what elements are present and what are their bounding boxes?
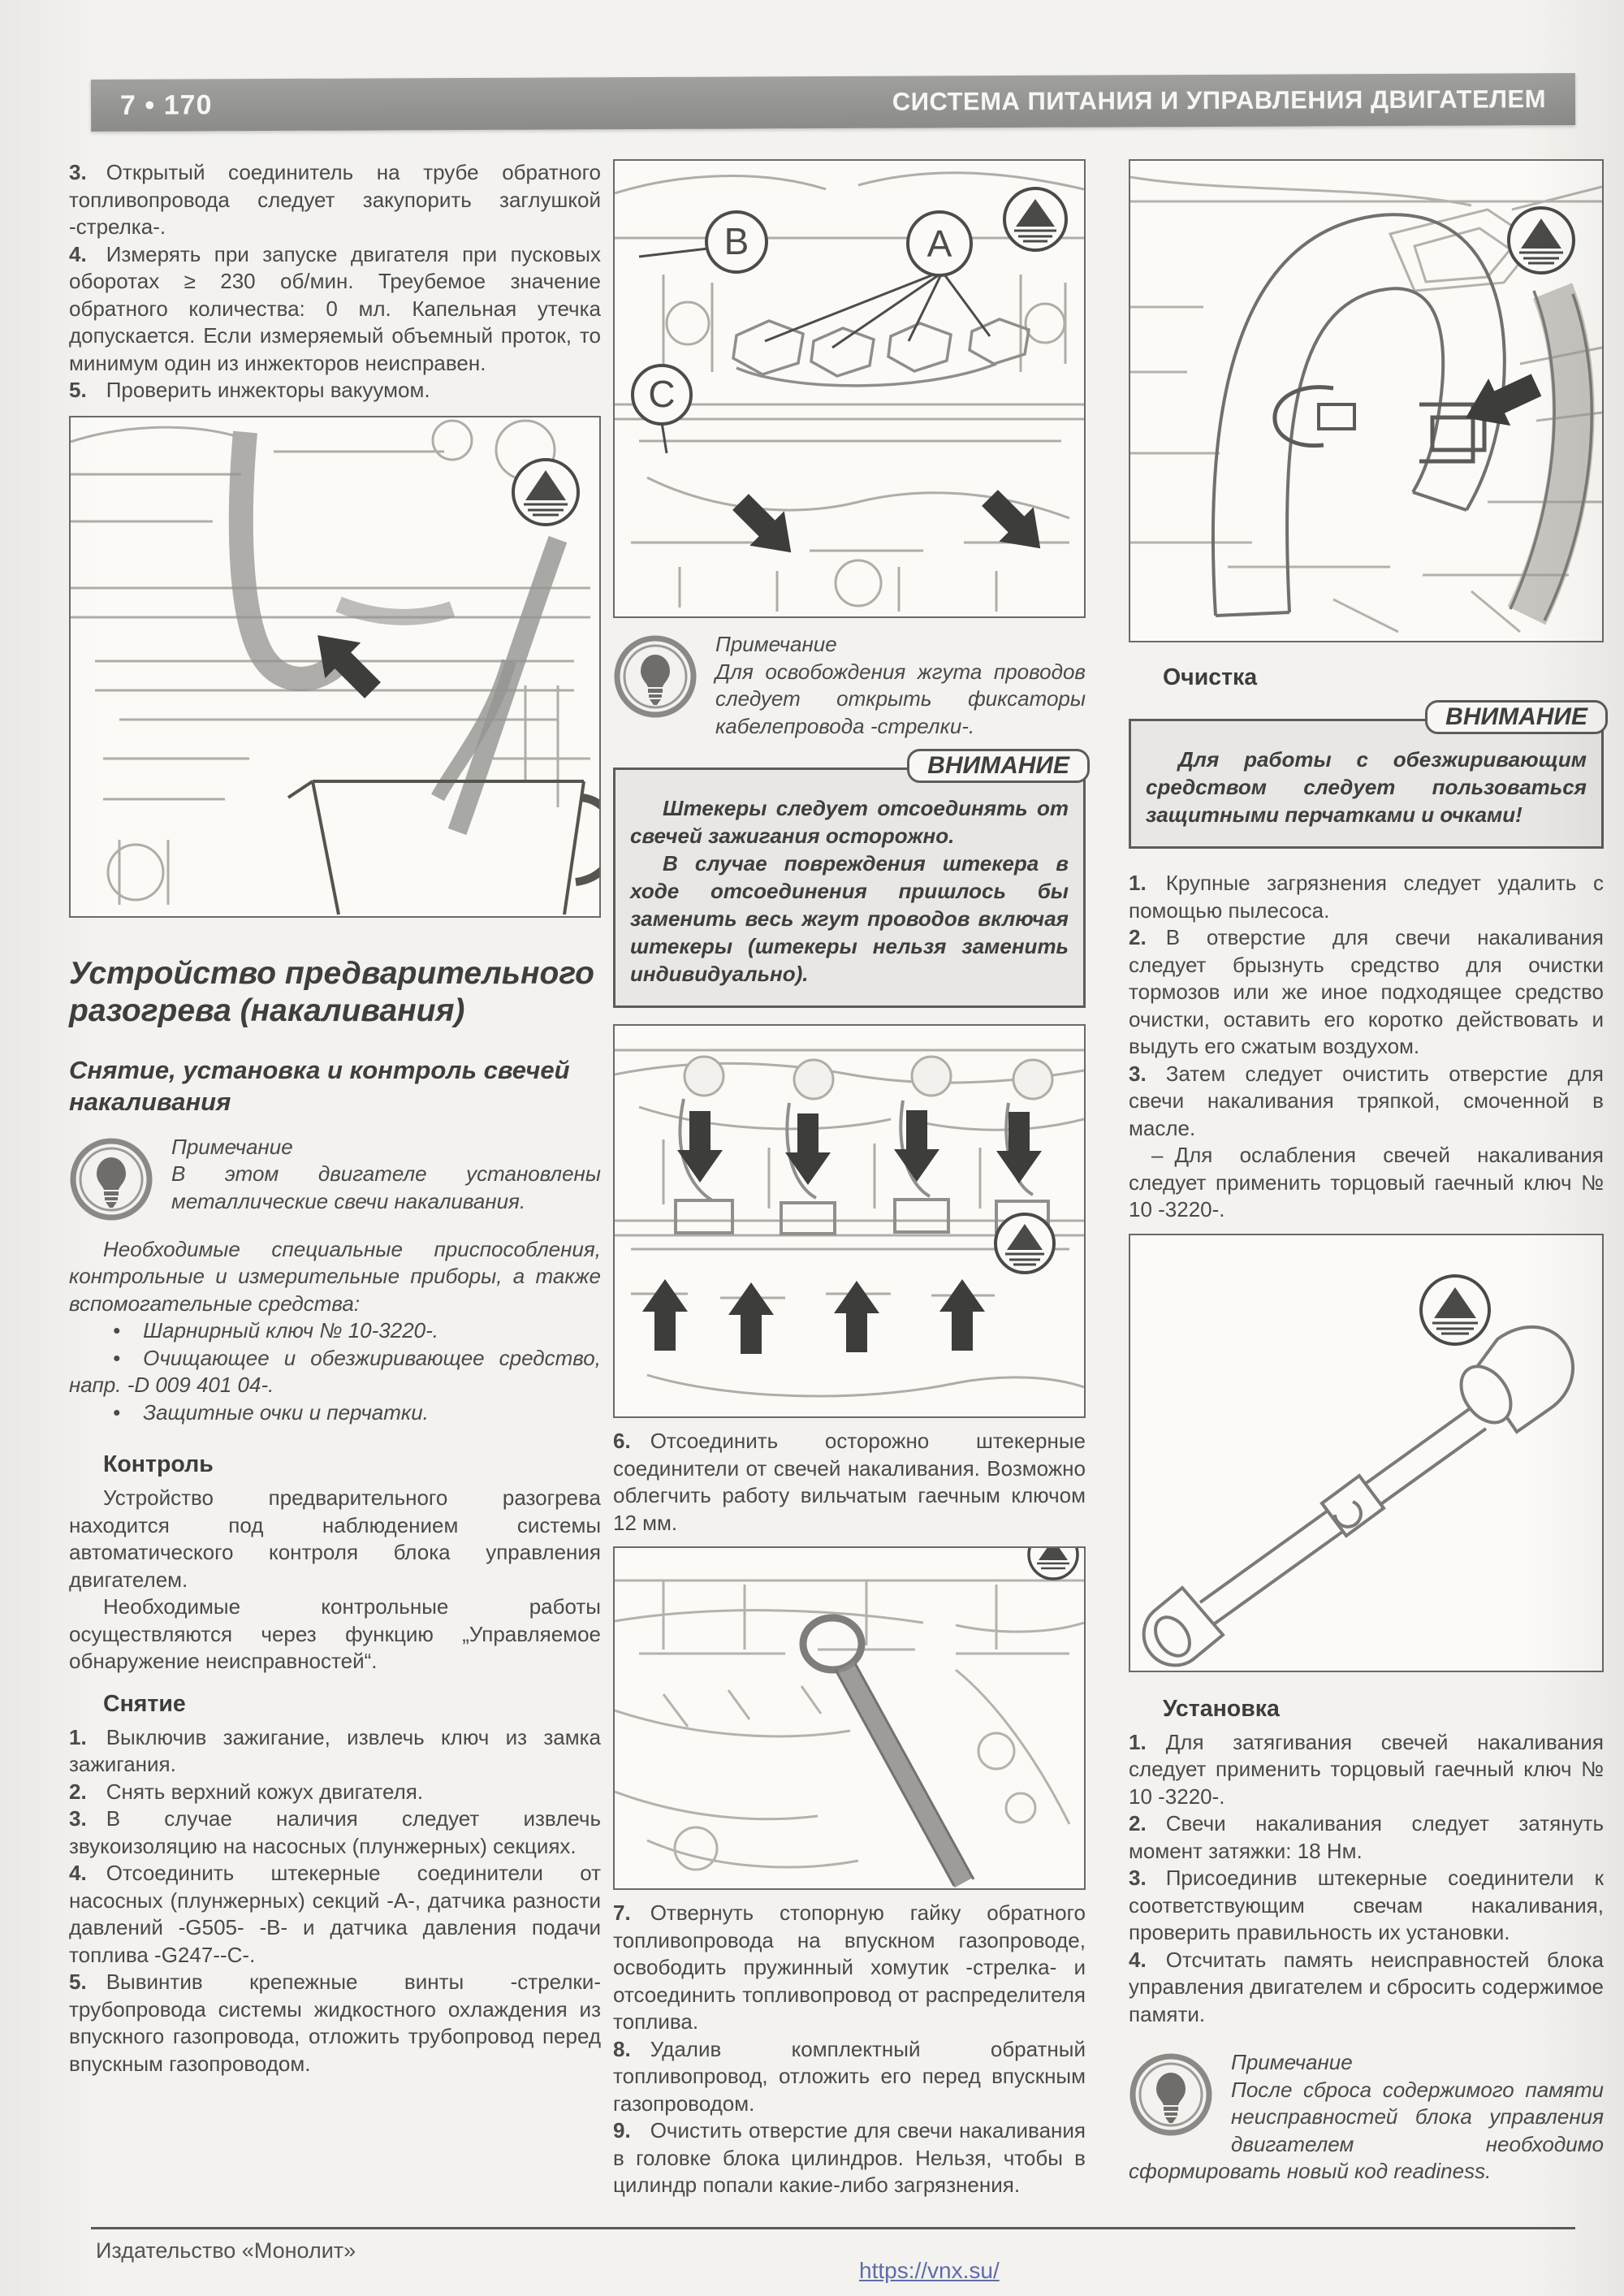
figure-hose-clamp [1129,159,1604,642]
list-item: – Для ослабления свечей накаливания следует применить торцовый гаечный ключ № 10 -3220-. [1129,1143,1604,1222]
cleaning-heading: Очистка [1163,664,1258,690]
publisher-credit: Издательство «Монолит» [96,2238,356,2263]
section-title: Устройство предварительного разогрева (накаливания) [69,955,595,1028]
note-label: Примечание [171,1134,293,1159]
control-heading: Контроль [103,1451,214,1477]
column-middle [613,159,1086,2199]
note-text: Для освобождения жгута проводов следует открыть фиксаторы кабелепровода -стрелки-. [715,659,1086,738]
page-header [91,73,1575,132]
list-item: 4. Отсчитать память неисправностей блока управления двигателем и сбросить содержимое памяти. [1129,1947,1604,2026]
list-item: 2. Снять верхний кожух двигателя. [69,1779,424,1804]
warning-label: ВНИМАНИЕ [907,749,1090,783]
figure-wrench-glow-plug [613,1546,1086,1890]
note-block [69,1134,601,1223]
column-left [69,159,601,2078]
list-item: 5. Вывинтив крепежные винты -стрелки- трубопровода системы жидкостного охлаждения из впускного газопровода, отложить трубопровод перед впускным газопроводом. [69,1970,601,2076]
vnx-watermark-icon [1509,208,1574,273]
list-item: • Шарнирный ключ № 10-3220-. [113,1318,438,1343]
bulb-note-icon [613,634,698,719]
list-item: 2. В отверстие для свечи накаливания следует брызнуть средство для очистки тормозов или же иное подходящее средство очистки, оставить его коротко действовать и выдуть его сжатым воздухом. [1129,925,1604,1058]
list-item: 1. Для затягивания свечей накаливания следует применить торцовый гаечный ключ № 10 -3220-. [1129,1729,1604,1809]
list-item: 2. Свечи накаливания следует затянуть момент затяжки: 18 Нм. [1129,1811,1604,1863]
figure-engine-callouts [613,159,1086,618]
vnx-watermark-icon [513,460,578,525]
list-item: 3. В случае наличия следует извлечь звукоизоляцию на насосных (плунжерных) секциях. [69,1806,601,1858]
svg-text:B: B [723,220,749,262]
figure-harness-fixators [613,1024,1086,1418]
list-item: 3. Затем следует очистить отверстие для свечи накаливания тряпкой, смоченной в масле. [1129,1061,1604,1140]
footer-divider [91,2227,1575,2229]
list-item: 7. Отвернуть стопорную гайку обратного топливопровода на впускном газопроводе, освободить пружинный хомутик -стрелка- и отсоединить топливопровод от распределителя топлива. [613,1900,1086,2034]
removal-heading: Снятие [103,1690,186,1717]
note-text: В этом двигателе установлены металлические свечи накаливания. [171,1161,601,1213]
list-item: 3. Присоединив штекерные соединители к соответствующим свечам накаливания, проверить правильность их установки. [1129,1866,1604,1944]
list-item: • Очищающее и обезжиривающее средство, напр. -D 009 401 04-. [69,1345,601,1397]
bulb-note-icon [1129,2052,1213,2137]
warning-box [1129,703,1604,849]
list-item: 5. Проверить инжекторы вакуумом. [69,378,430,402]
warning-text: Для работы с обезжиривающим средством следует пользоваться защитными перчатками и очками! [1146,747,1587,827]
list-item: 6. Отсоединить осторожно штекерные соединители от свечей накаливания. Возможно облегчить работу вильчатым гаечным ключом 12 мм. [613,1429,1086,1535]
list-item: 4. Отсоединить штекерные соединители от насосных (плунжерных) секций -А-, датчика разности давлений -G505- -В- и датчика давления подачи топлива -G247--С-. [69,1861,601,1967]
tools-intro: Необходимые специальные приспособления, контрольные и измерительные приборы, а также вспомогательные средства: [69,1236,601,1316]
warning-text: Штекеры следует отсоединять от свечей зажигания осторожно. [630,796,1069,848]
list-item: • Защитные очки и перчатки. [113,1399,429,1425]
note-block [1129,2049,1604,2186]
svg-text:A: A [926,223,952,265]
vnx-watermark-icon [1004,188,1066,250]
warning-text: В случае повреждения штекера в ходе отсоединения пришлось бы заменить весь жгут проводов включая штекеры (штекеры нельзя заменить индивидуально). [630,851,1069,986]
figure-socket-wrench-tool [1129,1234,1604,1672]
page-number: 7 • 170 [119,89,213,121]
svg-text:C: C [648,373,676,415]
warning-box [613,752,1086,1008]
bulb-note-icon [69,1137,153,1222]
list-item: 9. Очистить отверстие для свечи накаливания в головке блока цилиндров. Нельзя, чтобы в цилиндр попали какие-либо загрязнения. [613,2118,1086,2197]
warning-label: ВНИМАНИЕ [1425,700,1608,734]
note-text: После сброса содержимого памяти неисправностей блока управления двигателем необходимо сформировать новый код readiness. [1129,2077,1604,2183]
note-label: Примечание [1231,2050,1353,2074]
list-item: 8. Удалив комплектный обратный топливопровод, отложить его перед впускным газопроводом. [613,2036,1086,2116]
paragraph: Необходимые контрольные работы осуществляются через функцию „Управляемое обнаружение неисправностей“. [69,1594,601,1673]
vnx-watermark-icon [1421,1276,1489,1344]
site-link[interactable]: https://vnx.su/ [859,2258,1000,2283]
vnx-watermark-icon [996,1214,1054,1273]
column-right [1129,159,1604,2199]
note-label: Примечание [715,632,837,656]
note-block [613,631,1086,740]
list-item: 3. Открытый соединитель на трубе обратного топливопровода следует закупорить заглушкой -стрелка-. [69,160,601,239]
figure-fuel-return-beaker [69,416,601,918]
vnx-watermark-icon [1029,1548,1078,1579]
paragraph: Устройство предварительного разогрева находится под наблюдением системы автоматического контроля блока управления двигателем. [69,1485,601,1592]
list-item: 1. Крупные загрязнения следует удалить с помощью пылесоса. [1129,871,1604,923]
chapter-title: СИСТЕМА ПИТАНИЯ И УПРАВЛЕНИЯ ДВИГАТЕЛЕМ [892,84,1547,116]
subsection-title: Снятие, установка и контроль свечей накаливания [69,1055,570,1116]
list-item: 1. Выключив зажигание, извлечь ключ из замка зажигания. [69,1724,601,1776]
list-item: 4. Измерять при запуске двигателя при пусковых оборотах ≥ 230 об/мин. Треубемое значение обратного количества: 0 мл. Капельная утечка допускается. Если измеряемый объемный проток, то минимум один из инжекторов неисправен. [69,241,601,375]
install-heading: Установка [1163,1695,1280,1722]
